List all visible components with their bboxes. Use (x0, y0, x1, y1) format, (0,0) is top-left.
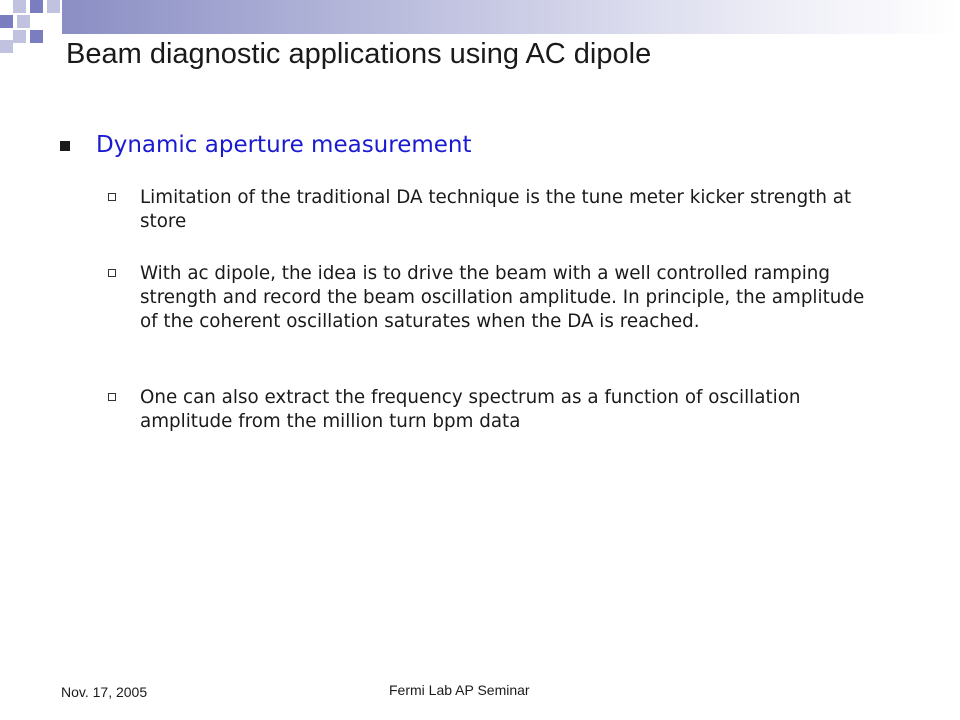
sub-bullet-text: With ac dipole, the idea is to drive the beam with a well controlled ramping strength and record the beam oscillation amplitude. In principle, the amplitude of the coherent oscillation saturates when the DA is reached. (140, 263, 865, 332)
hollow-square-bullet-icon (108, 269, 116, 277)
hollow-square-bullet-icon (108, 393, 116, 401)
sub-bullet-text: One can also extract the frequency spectrum as a function of oscillation amplitude from the million turn bpm data (140, 387, 801, 432)
footer-presentation-title: Fermi Lab AP Seminar (389, 682, 530, 698)
hollow-square-bullet-icon (108, 193, 116, 201)
filled-square-bullet-icon (60, 141, 70, 151)
footer-date: Nov. 17, 2005 (61, 684, 148, 700)
slide-title: Beam diagnostic applications using AC dipole (66, 38, 652, 70)
main-bullet-text: Dynamic aperture measurement (96, 132, 472, 158)
sub-bullet-text: Limitation of the traditional DA technique is the tune meter kicker strength at store (140, 187, 852, 232)
